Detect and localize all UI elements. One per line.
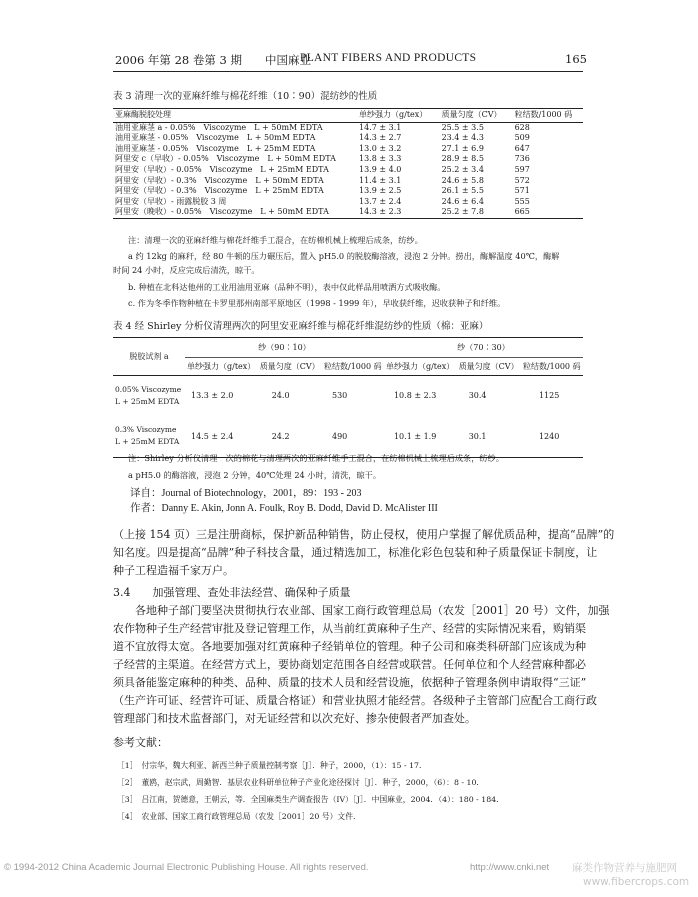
table3 [113,108,583,219]
translated-from-label: 译自： [130,487,162,499]
reference-item: ［2］ 董鸥，赵宗武，周勤智．基层农业科研单位种子产业化途径探讨［J］．种子，2000，（6）：8 - 10． [117,778,485,787]
table-cell: 28.9 ± 8.5 [441,154,484,164]
table-cell: 阿里安（早收）- 0.3% Viscozyme L + 50mM EDTA [115,175,324,185]
authors-value: Danny E. Akin, Jonn A. Foulk, Roy B. Dodd, David D. McAlister III [161,503,438,514]
body-line: （上接 154 页）三是注册商标，保护新品种销售，防止侵权，使用户掌握了解优质品种，提高“品牌”的 [113,528,615,541]
reference-item: ［4］ 农业部、国家工商行政管理总局（农发［2001］20 号）文件． [117,812,361,821]
footer-url[interactable]: http://www.cnki.net [470,862,550,873]
table4-subheader: 单纱强力（g/tex） [185,358,258,376]
table-cell: 10.1 ± 1.9 [384,416,457,458]
table4-row-header: 脱胶试剂 a [113,338,185,376]
table-cell: 25.2 ± 3.4 [441,164,484,174]
table-cell: 14.3 ± 2.7 [359,133,402,143]
agent-line: L + 25mM EDTA [115,396,180,406]
body-line: 道不宜放得太宽。各地要加强对红黄麻种子经销单位的管理。种子公司和麻类科研部门应该成为种 [113,640,586,653]
table-cell: 阿里安（早收）- 0.3% Viscozyme L + 25mM EDTA [115,186,324,196]
table4-subheader: 单纱强力（g/tex） [384,358,457,376]
table-row [113,207,583,218]
body-line: 种子工程造福千家万户。 [113,564,234,577]
body-line: 须具备能鉴定麻种的种类、品种、质量的技术人员和经营设施，依据种子管理条例申请取得“三证” [113,676,587,689]
table-cell: 10.8 ± 2.3 [393,391,437,401]
table3-header: 亚麻酶脱胶处理 [113,109,357,123]
table-cell: 30.1 [457,416,521,458]
table4-subheader: 质量匀度（CV） [457,358,521,376]
table3-note: c. 作为冬季作物种植在卡罗里那州南部平原地区（1998 - 1999 年），早收获纤维，迟收获种子和纤维。 [128,298,506,308]
table-cell: 14.3 ± 2.3 [357,207,440,218]
table4-group-header: 纱（90∶10） [185,338,384,358]
table3-header: 粒结数/1000 码 [513,109,583,123]
table-cell: 油用亚麻茎 - 0.05% Viscozyme L + 50mM EDTA [115,133,316,143]
table-cell [113,376,185,416]
body-line: 知名度。四是提高“品牌”种子科技含量，通过精选加工，标准化彩色包装和种子质量保证卡制度，让 [113,546,598,559]
table-cell: 23.4 ± 4.3 [441,133,484,143]
page-number: 165 [565,52,587,66]
translated-from [130,484,361,500]
running-header-left: 2006 年第 28 卷第 3 期 中国麻业 [115,53,311,67]
table-cell: 13.9 ± 2.5 [359,186,402,196]
table-cell: 1125 [538,391,560,401]
watermark-url: www.fibercrops.com [583,876,690,888]
table-cell: 阿里安（早收）- 0.05% Viscozyme L + 25mM EDTA [115,164,329,174]
table4-group-header: 纱（70∶30） [384,338,583,358]
table-cell: 14.5 ± 2.4 [185,416,258,458]
table-cell: 597 [514,164,530,174]
table-cell: 628 [514,122,530,132]
table-cell: 24.6 ± 5.8 [441,175,484,185]
table3-header: 单纱强力（g/tex） [357,109,440,123]
table-cell: 30.4 [468,391,487,401]
table-cell: 736 [514,154,530,164]
table4-caption: 表 4 经 Shirley 分析仪清理两次的阿里安亚麻纤维与棉花纤维混纺纱的性质（棉：亚麻） [113,321,489,332]
table4-note: 注：Shirley 分析仪清理一次的棉花与清理两次的亚麻纤维手工混合，在纺棉机械上梳理后成条，纺纱。 [128,453,504,463]
table-cell: 阿里安（早收）- 雨露脱胶 3 周 [115,196,227,206]
table-cell: 油用亚麻茎 a - 0.05% Viscozyme L + 50mM EDTA [115,122,323,132]
table3-note: a 约 12kg 的麻秆，经 80 牛顿的压力碾压后，置入 pH5.0 的脱胶酶溶液，浸泡 2 分钟。捞出，酶解温度 40℃，酶解 [128,251,560,261]
table-cell: 油用亚麻茎 - 0.05% Viscozyme L + 25mM EDTA [115,143,316,153]
table3-note: 注：清理一次的亚麻纤维与棉花纤维手工混合，在纺棉机械上梳理后成条，纺纱。 [128,235,423,245]
table-row [113,122,583,133]
table-row [113,197,583,208]
table-row [113,154,583,165]
table4-subheader: 质量匀度（CV） [258,358,322,376]
table-cell: 14.7 ± 3.1 [359,122,402,132]
table-row [113,376,583,416]
table-cell: 13.0 ± 3.2 [359,143,402,153]
table-cell: 13.3 ± 2.0 [191,391,234,401]
table-row [113,144,583,155]
body-line: 农作物种子生产经营审批及登记管理工作，从当前红黄麻种子生产、经营的实际情况来看，购销渠 [113,622,586,635]
table4 [113,337,583,458]
table-cell: 530 [332,391,348,401]
table-cell: 阿里安 c（早收）- 0.05% Viscozyme L + 50mM EDTA [115,154,336,164]
agent-line: L + 25mM EDTA [115,437,180,447]
table-cell: 13.7 ± 2.4 [359,196,402,206]
body-line: 各地种子部门要坚决贯彻执行农业部、国家工商行政管理总局（农发［2001］20 号）文件，加强 [135,604,610,617]
authors-label: 作者： [130,502,162,514]
table-cell: 490 [322,416,384,458]
translated-from-value: Journal of Biotechnology，2001，89：193 - 203 [161,488,362,499]
authors [130,500,438,515]
agent-line: 0.3% Viscozyme [115,425,177,435]
footer-copyright: © 1994-2012 China Academic Journal Electronic Publishing House. All rights reserved. [4,862,369,873]
watermark-cn: 麻类作物营养与施肥网 [572,862,677,874]
table4-subheader: 粒结数/1000 码 [521,358,583,376]
table-row [113,133,583,144]
table-cell: 665 [513,207,583,218]
journal-name-en: PLANT FIBERS AND PRODUCTS [300,52,477,64]
table-cell: 555 [514,196,530,206]
table-cell: 11.4 ± 3.1 [359,175,402,185]
table3-caption: 表 3 清理一次的亚麻纤维与棉花纤维（10∶90）混纺纱的性质 [113,91,378,102]
table-cell: 13.9 ± 4.0 [359,164,402,174]
table3-note: 时间 24 小时，反应完成后清洗，晾干。 [113,265,260,275]
table-cell: 1240 [521,416,583,458]
table4-note: a pH5.0 的酶溶液，浸泡 2 分钟，40℃处理 24 小时，清洗，晾干。 [128,470,382,480]
reference-item: ［3］ 吕江南，贺德意，王朝云，等．全国麻类生产调查报告（IV）［J］．中国麻业，2004．（4）：180 - 184． [117,795,504,804]
table4-subheader: 粒结数/1000 码 [322,358,384,376]
table-row [113,176,583,187]
table-cell: 24.6 ± 6.4 [441,196,484,206]
table-cell: 509 [514,133,530,143]
table-row [113,186,583,197]
table-cell: 25.2 ± 7.8 [440,207,513,218]
table-cell: 27.1 ± 6.9 [441,143,484,153]
header-rule [113,71,583,72]
table3-header: 质量匀度（CV） [440,109,513,123]
table-cell: 13.8 ± 3.3 [359,154,402,164]
references-title: 参考文献： [113,736,168,749]
table-cell: 25.5 ± 3.5 [441,122,484,132]
section-title: 3.4 加强管理、查处非法经营、确保种子质量 [113,586,351,599]
table-row [113,165,583,176]
reference-item: ［1］ 付宗华，魏大利亚、新西兰种子质量控制考察［J］．种子，2000，（1）：15 - 17． [117,761,427,770]
table-cell: 24.0 [271,391,290,401]
table-cell: 572 [514,175,530,185]
table-cell: 571 [514,186,530,196]
table-cell: 24.2 [258,416,322,458]
table3-note: b. 种植在北科达他州的工业用油用亚麻（品种不明），表中仅此样品用喷洒方式吸收酶。 [128,282,446,292]
body-line: （生产许可证、经营许可证、质量合格证）和营业执照才能经营。各级种子主管部门应配合工商行政 [113,694,597,707]
table-cell: 647 [514,143,530,153]
body-line: 管理部门和技术监督部门，对无证经营和以次充好、掺杂使假者严加查处。 [113,712,476,725]
agent-line: 0.05% Viscozyme [115,384,182,394]
table-cell: 26.1 ± 5.5 [441,186,484,196]
table-cell: 阿里安（晚收）- 0.05% Viscozyme L + 50mM EDTA [113,207,357,218]
body-line: 子经营的主渠道。在经营方式上，要协商划定范围各自经营或联营。任何单位和个人经营麻种都必 [113,658,586,671]
